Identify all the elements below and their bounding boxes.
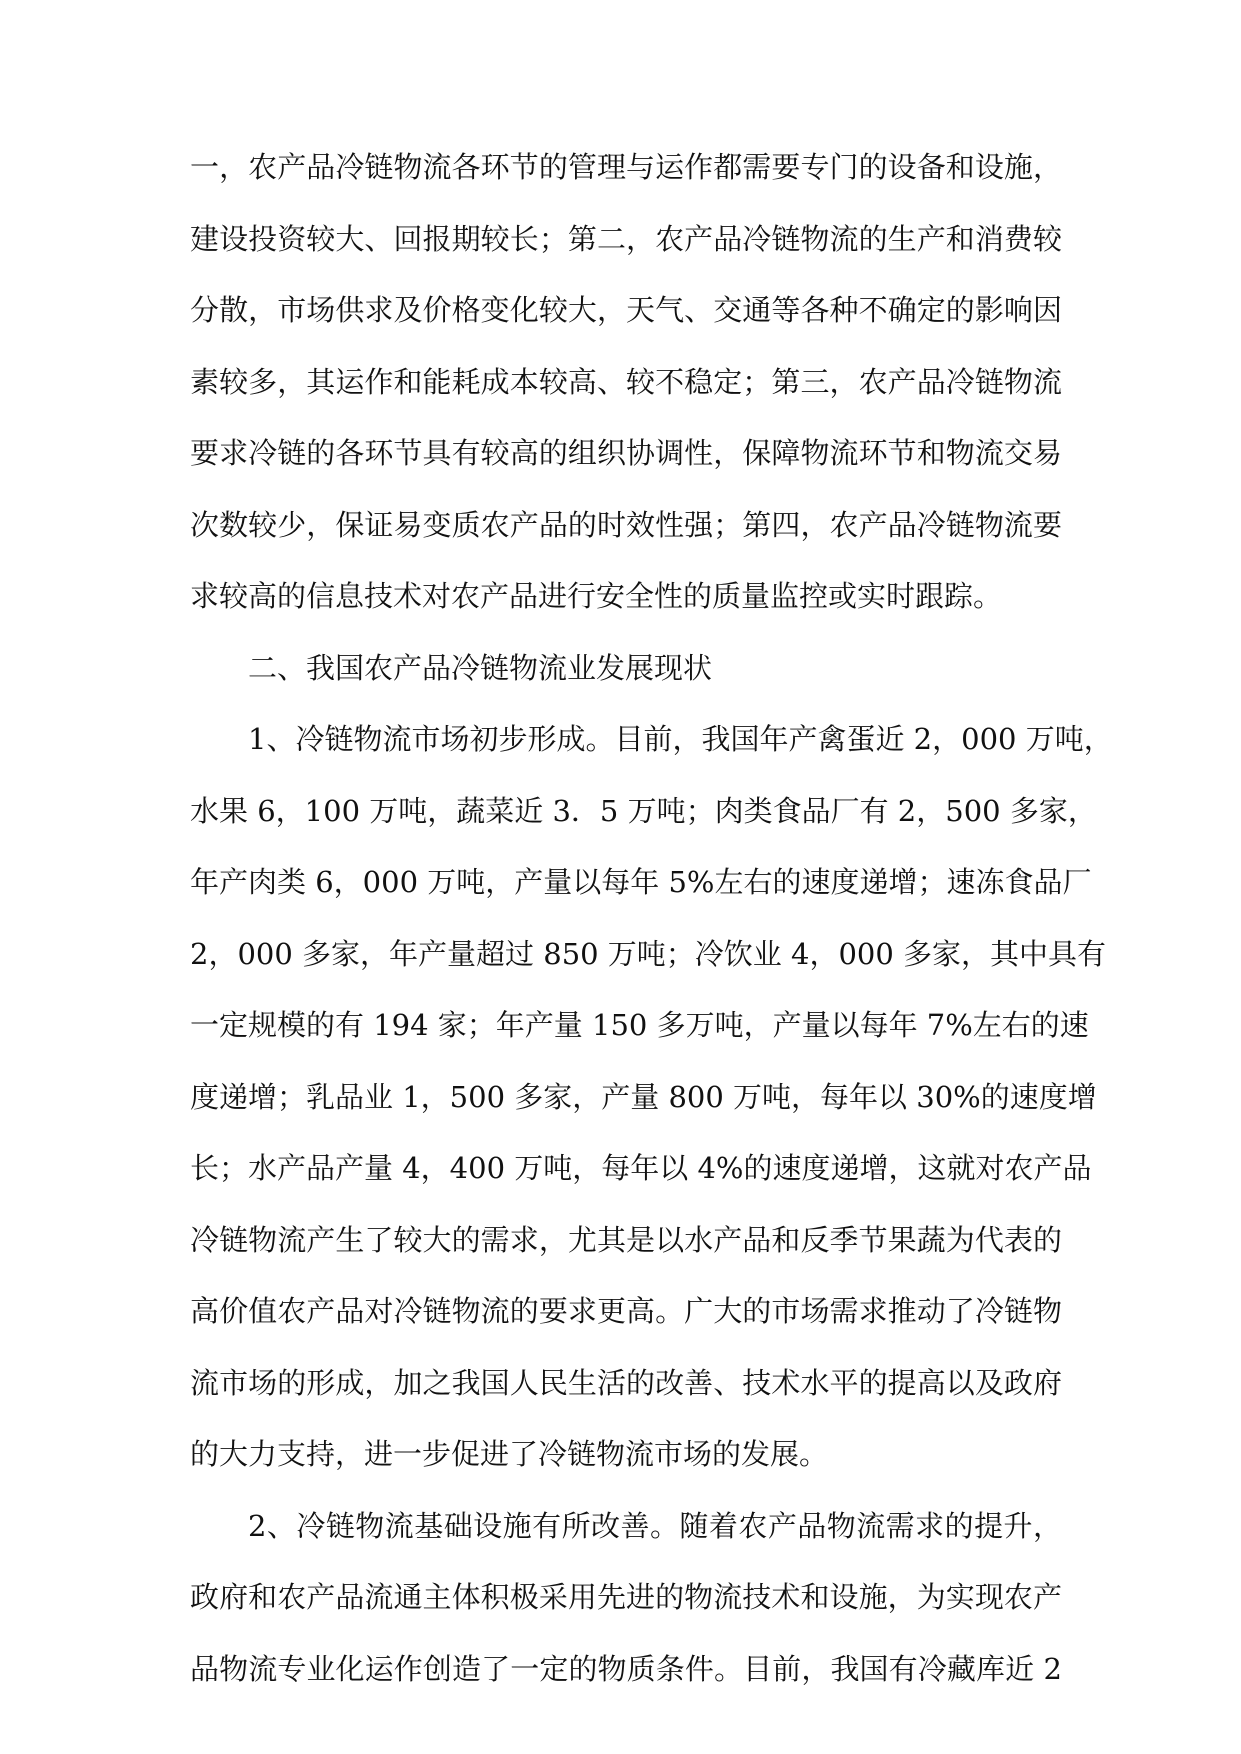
text-line: 次数较少，保证易变质农产品的时效性强；第四，农产品冷链物流要 bbox=[190, 507, 1062, 542]
text-line: 的大力支持，进一步促进了冷链物流市场的发展。 bbox=[190, 1437, 829, 1471]
document-body bbox=[190, 132, 1113, 1705]
text-line: 流市场的形成，加之我国人民生活的改善、技术水平的提高以及政府 bbox=[190, 1365, 1062, 1400]
text-line: 分散，市场供求及价格变化较大，天气、交通等各种不确定的影响因 bbox=[190, 293, 1062, 327]
text-line: 长；水产品产量 4，400 万吨，每年以 4%的速度递增，这就对农产品 bbox=[190, 1151, 1092, 1185]
section-heading: 二、我国农产品冷链物流业发展现状 bbox=[248, 650, 713, 685]
text-line: 冷链物流产生了较大的需求，尤其是以水产品和反季节果蔬为代表的 bbox=[190, 1222, 1062, 1257]
text-line: 求较高的信息技术对农产品进行安全性的质量监控或实时跟踪。 bbox=[190, 579, 1003, 613]
text-line: 1、冷链物流市场初步形成。目前，我国年产禽蛋近 2，000 万吨， bbox=[248, 722, 1113, 756]
text-line: 建设投资较大、回报期较长；第二，农产品冷链物流的生产和消费较 bbox=[190, 221, 1062, 256]
text-line: 品物流专业化运作创造了一定的物质条件。目前，我国有冷藏库近 2 bbox=[190, 1651, 1062, 1686]
text-line: 度递增；乳品业 1，500 多家，产量 800 万吨，每年以 30%的速度增 bbox=[190, 1079, 1097, 1114]
text-line: 2，000 多家，年产量超过 850 万吨；冷饮业 4，000 多家，其中具有 bbox=[190, 936, 1107, 971]
text-line: 素较多，其运作和能耗成本较高、较不稳定；第三，农产品冷链物流 bbox=[190, 364, 1062, 399]
text-line: 年产肉类 6，000 万吨，产量以每年 5%左右的速度递增；速冻食品厂 bbox=[190, 865, 1092, 899]
text-line: 一定规模的有 194 家；年产量 150 多万吨，产量以每年 7%左右的速 bbox=[190, 1008, 1089, 1042]
text-line: 要求冷链的各环节具有较高的组织协调性，保障物流环节和物流交易 bbox=[190, 436, 1062, 470]
text-line: 一，农产品冷链物流各环节的管理与运作都需要专门的设备和设施， bbox=[190, 150, 1062, 184]
text-line: 政府和农产品流通主体积极采用先进的物流技术和设施，为实现农产 bbox=[190, 1580, 1062, 1614]
text-line: 2、冷链物流基础设施有所改善。随着农产品物流需求的提升， bbox=[248, 1508, 1062, 1543]
text-line: 高价值农产品对冷链物流的要求更高。广大的市场需求推动了冷链物 bbox=[190, 1294, 1062, 1328]
text-line: 水果 6，100 万吨，蔬菜近 3．5 万吨；肉类食品厂有 2，500 多家， bbox=[190, 793, 1097, 828]
